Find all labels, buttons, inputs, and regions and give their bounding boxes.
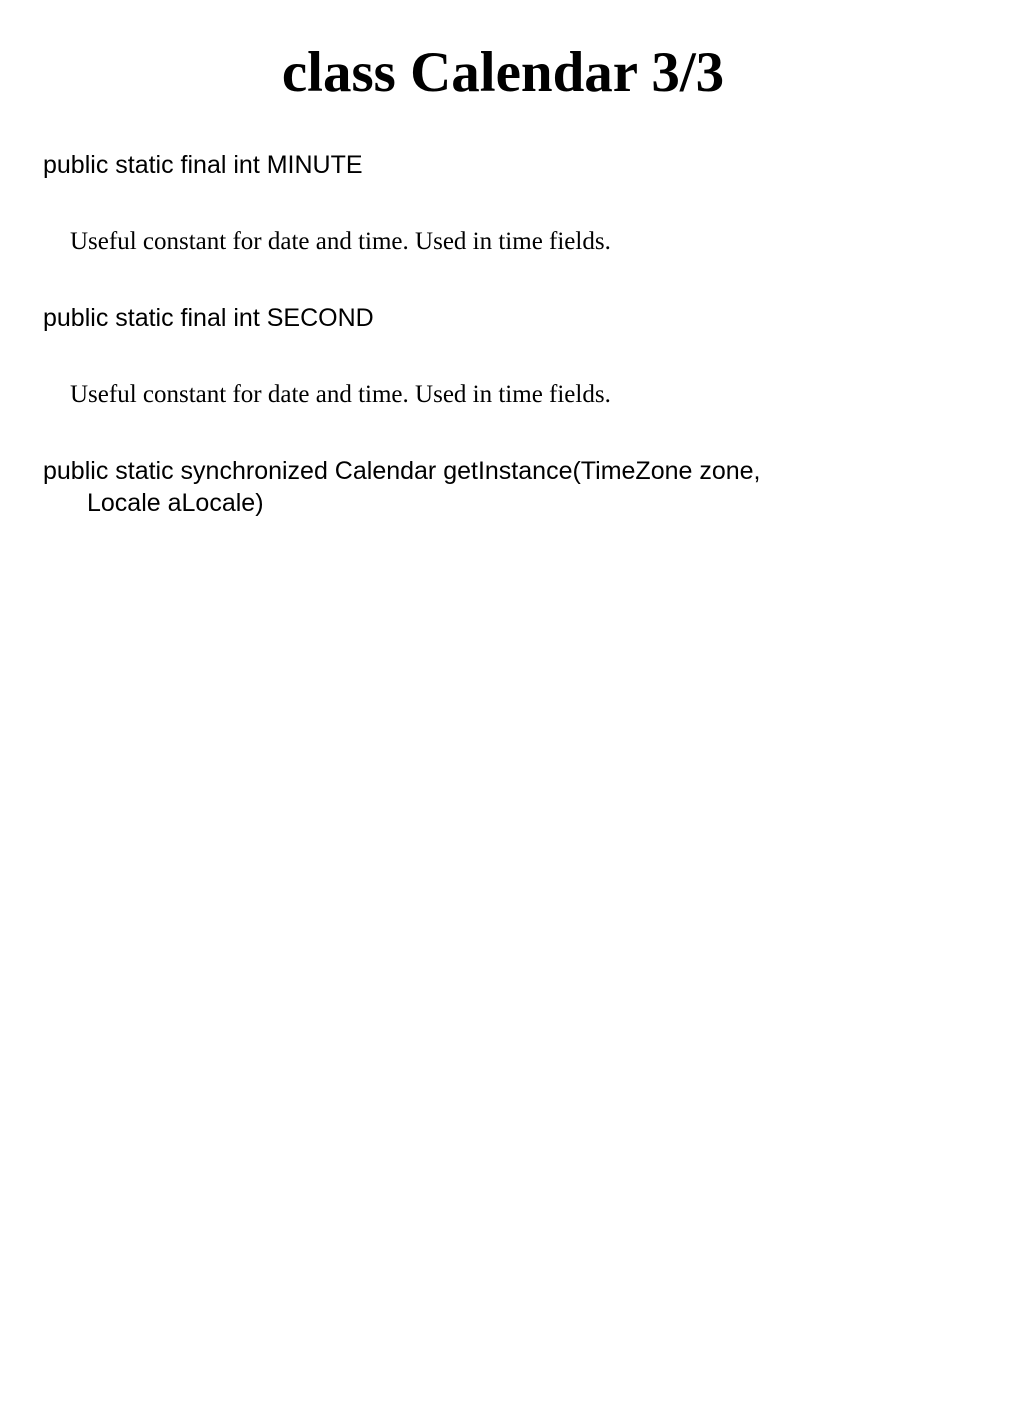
member-signature-second: public static final int SECOND [43, 304, 374, 332]
member-description-minute: Useful constant for date and time. Used in time fields. [70, 228, 611, 255]
page-title: class Calendar 3/3 [281, 41, 725, 104]
signature-line-1: public static synchronized Calendar getInstance(TimeZone zone, [43, 457, 761, 485]
member-signature-getinstance [43, 455, 761, 519]
member-description-second: Useful constant for date and time. Used in time fields. [70, 381, 611, 408]
member-signature-minute: public static final int MINUTE [43, 151, 363, 179]
signature-line-2: Locale aLocale) [87, 489, 264, 517]
